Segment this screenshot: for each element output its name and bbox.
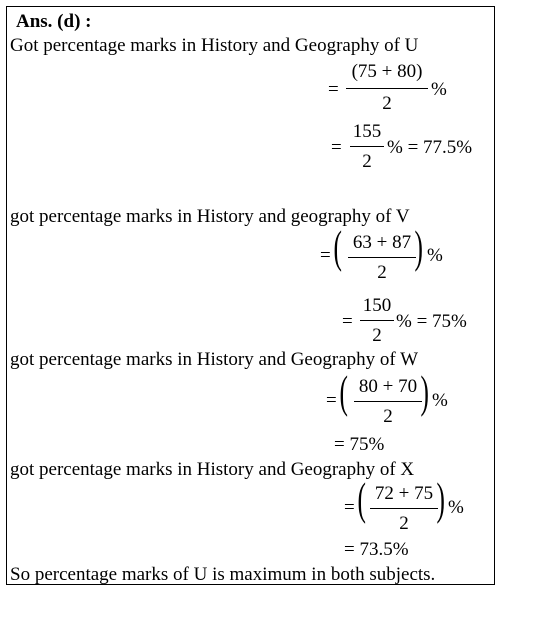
result-x: = 73.5% xyxy=(344,539,409,560)
fraction-u-2 xyxy=(348,122,386,174)
right-paren: ) xyxy=(420,366,429,417)
fraction-v-1 xyxy=(346,233,418,285)
tail-w-1: % xyxy=(432,390,448,411)
left-paren: ( xyxy=(333,221,342,272)
denominator-v-1: 2 xyxy=(377,262,387,283)
tail-v-1: % xyxy=(427,245,443,266)
left-paren: ( xyxy=(357,473,366,524)
fraction-bar xyxy=(354,401,422,402)
fraction-bar xyxy=(350,146,384,147)
numerator-u-2: 155 xyxy=(352,121,382,142)
answer-label: Ans. (d) : xyxy=(16,11,92,32)
denominator-w-1: 2 xyxy=(383,406,393,427)
tail-v-2: % = 75% xyxy=(396,311,467,332)
fraction-bar xyxy=(346,88,428,89)
numerator-v-2: 150 xyxy=(362,295,392,316)
heading-v: got percentage marks in History and geography of V xyxy=(10,206,410,227)
equals-v-2: = xyxy=(342,311,353,332)
right-paren: ) xyxy=(436,473,445,524)
equals-v-1: = xyxy=(320,245,331,266)
denominator-v-2: 2 xyxy=(372,325,382,346)
fraction-x-1 xyxy=(368,484,440,536)
heading-x: got percentage marks in History and Geography of X xyxy=(10,459,415,480)
numerator-u-1: (75 + 80) xyxy=(351,61,423,82)
tail-u-1: % xyxy=(431,79,447,100)
fraction-v-2 xyxy=(358,296,396,348)
equals-u-2: = xyxy=(331,137,342,158)
equals-w-1: = xyxy=(326,390,337,411)
fraction-bar xyxy=(360,320,394,321)
numerator-v-1: 63 + 87 xyxy=(352,232,412,253)
fraction-bar xyxy=(348,257,416,258)
denominator-x-1: 2 xyxy=(399,513,409,534)
denominator-u-2: 2 xyxy=(362,151,372,172)
numerator-x-1: 72 + 75 xyxy=(374,483,434,504)
tail-u-2: % = 77.5% xyxy=(387,137,473,158)
heading-w: got percentage marks in History and Geography of W xyxy=(10,349,419,370)
equals-u-1: = xyxy=(328,79,339,100)
right-paren: ) xyxy=(414,221,423,272)
heading-u: Got percentage marks in History and Geography of U xyxy=(10,35,419,56)
denominator-u-1: 2 xyxy=(382,93,392,114)
left-paren: ( xyxy=(339,366,348,417)
fraction-u-1 xyxy=(344,62,430,116)
fraction-w-1 xyxy=(352,377,424,429)
fraction-bar xyxy=(370,508,438,509)
result-w: = 75% xyxy=(334,434,385,455)
equals-x-1: = xyxy=(344,497,355,518)
numerator-w-1: 80 + 70 xyxy=(358,376,418,397)
tail-x-1: % xyxy=(448,497,464,518)
conclusion: So percentage marks of U is maximum in both subjects. xyxy=(10,564,436,585)
